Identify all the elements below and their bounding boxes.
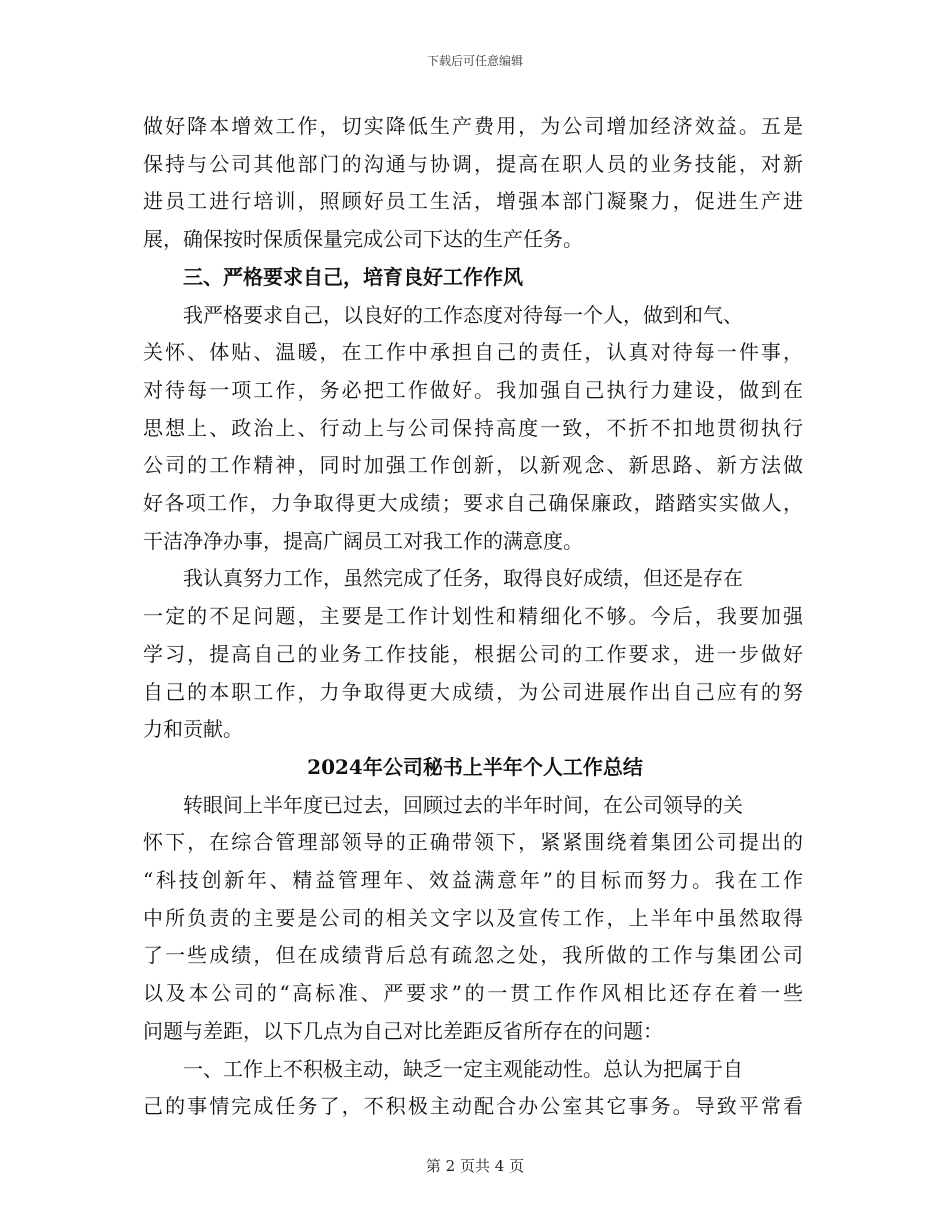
- paragraph-line: 己的事情完成任务了，不积极主动配合办公室其它事务。导致平常看: [143, 1094, 803, 1118]
- paragraph-line: “科技创新年、精益管理年、效益满意年”的目标而努力。我在工作: [143, 868, 803, 892]
- paragraph-line: 力和贡献。: [143, 717, 243, 741]
- paragraph-line: 学习，提高自己的业务工作技能，根据公司的工作要求，进一步做好: [143, 642, 803, 666]
- paragraph-line: 好各项工作，力争取得更大成绩；要求自己确保廉政，踏踏实实做人，: [143, 491, 803, 515]
- paragraph-line: 自己的本职工作，力争取得更大成绩，为公司进展作出自己应有的努: [143, 680, 803, 704]
- section-heading: 三、严格要求自己，培育良好工作作风: [183, 265, 523, 289]
- paragraph-line: 以及本公司的“高标准、严要求”的一贯工作作风相比还存在着一些: [143, 981, 803, 1005]
- paragraph-line: 我认真努力工作，虽然完成了任务，取得良好成绩，但还是存在: [183, 566, 743, 590]
- document-title: 2024年公司秘书上半年个人工作总结: [307, 755, 643, 779]
- paragraph-line: 公司的工作精神，同时加强工作创新，以新观念、新思路、新方法做: [143, 453, 803, 477]
- paragraph-line: 对待每一项工作，务必把工作做好。我加强自己执行力建设，做到在: [143, 378, 803, 402]
- paragraph-line: 干洁净净办事，提高广阔员工对我工作的满意度。: [143, 529, 583, 553]
- paragraph-line: 一定的不足问题，主要是工作计划性和精细化不够。今后，我要加强: [143, 604, 803, 628]
- paragraph-line: 保持与公司其他部门的沟通与协调，提高在职人员的业务技能，对新: [143, 152, 803, 176]
- paragraph-line: 我严格要求自己，以良好的工作态度对待每一个人，做到和气、: [183, 303, 743, 327]
- paragraph-line: 了一些成绩，但在成绩背后总有疏忽之处，我所做的工作与集团公司: [143, 943, 803, 967]
- page-header: 下载后可任意编辑: [426, 54, 523, 68]
- paragraph-line: 进员工进行培训，照顾好员工生活，增强本部门凝聚力，促进生产进: [143, 189, 803, 213]
- paragraph-line: 一、工作上不积极主动，缺乏一定主观能动性。总认为把属于自: [183, 1057, 743, 1081]
- paragraph-line: 中所负责的主要是公司的相关文字以及宣传工作，上半年中虽然取得: [143, 906, 803, 930]
- paragraph-line: 怀下，在综合管理部领导的正确带领下，紧紧围绕着集团公司提出的: [143, 830, 803, 854]
- paragraph-line: 思想上、政治上、行动上与公司保持高度一致，不折不扣地贯彻执行: [143, 416, 803, 440]
- paragraph-line: 做好降本增效工作，切实降低生产费用，为公司增加经济效益。五是: [143, 114, 803, 138]
- paragraph-line: 关怀、体贴、温暖，在工作中承担自己的责任，认真对待每一件事，: [143, 340, 803, 364]
- paragraph-line: 转眼间上半年度已过去，回顾过去的半年时间，在公司领导的关: [183, 793, 743, 817]
- page-footer: 第 2 页共 4 页: [425, 1157, 525, 1175]
- paragraph-line: 问题与差距，以下几点为自己对比差距反省所存在的问题：: [143, 1019, 663, 1043]
- paragraph-line: 展，确保按时保质保量完成公司下达的生产任务。: [143, 227, 583, 251]
